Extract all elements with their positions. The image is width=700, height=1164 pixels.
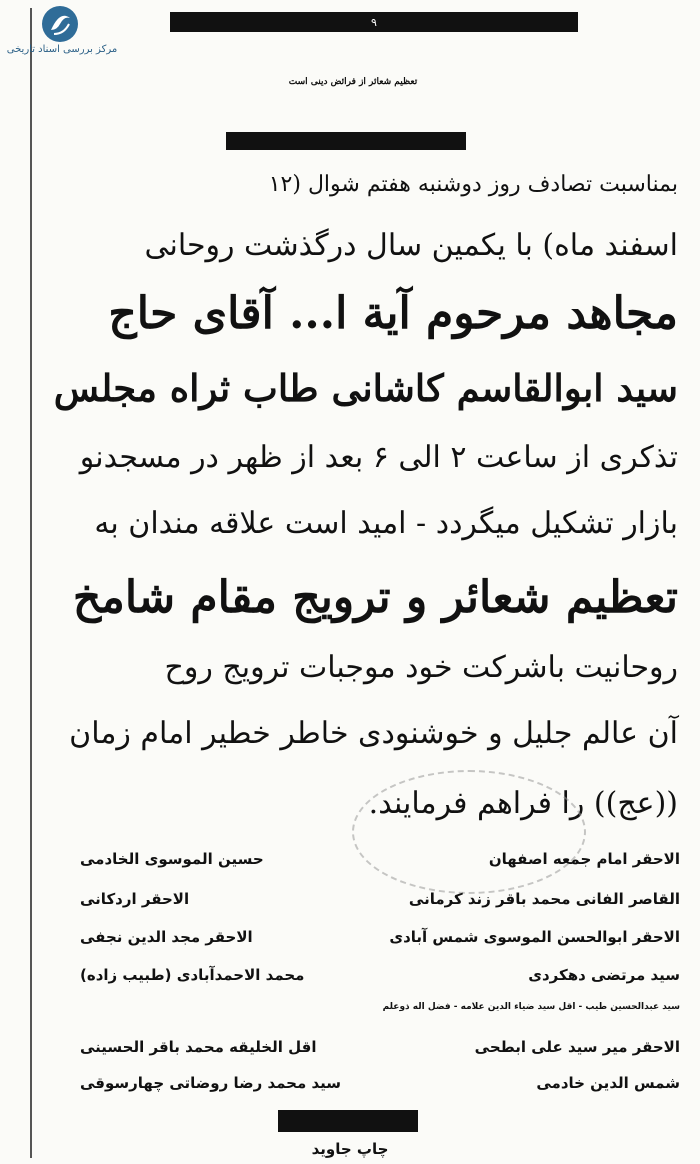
body-line: اسفند ماه) با یکمین سال درگذشت روحانی bbox=[144, 228, 678, 263]
body-line: بمناسبت تصادف روز دوشنبه هفتم شوال (۱۲ bbox=[268, 172, 678, 197]
signature: سید مرتضی دهکردی bbox=[528, 966, 680, 984]
signature: الاحقر امام جمعه اصفهان bbox=[488, 850, 680, 868]
body-line: تذکری از ساعت ۲ الی ۶ بعد از ظهر در مسجدنو bbox=[79, 440, 678, 475]
body-line: مجاهد مرحوم آیة ا... آقای حاج bbox=[108, 288, 678, 339]
signature-row bbox=[40, 1038, 680, 1064]
signature: القاصر الفانی محمد باقر زند کرمانی bbox=[408, 890, 680, 908]
body-line: بازار تشکیل میگردد - امید است علاقه مندان به bbox=[94, 506, 678, 541]
signature-row bbox=[40, 966, 680, 992]
signature-row bbox=[40, 850, 680, 876]
signature: سید محمد رضا روضاتی چهارسوقی bbox=[80, 1074, 342, 1092]
body-line: سید ابوالقاسم کاشانی طاب ثراه مجلس bbox=[53, 366, 678, 410]
signature-row bbox=[40, 1074, 680, 1100]
body-line: آن عالم جلیل و خوشنودی خاطر خطیر امام زمان bbox=[69, 716, 678, 751]
signature: الاحقر میر سید علی ابطحی bbox=[474, 1038, 680, 1056]
body-line: ((عج)) را فراهم فرمایند. bbox=[368, 786, 678, 821]
signature: الاحقر مجد الدین نجفی bbox=[80, 928, 253, 946]
signature: حسین الموسوی الخادمی bbox=[80, 850, 264, 868]
signature: اقل الخلیقه محمد باقر الحسینی bbox=[80, 1038, 317, 1056]
signature-row bbox=[40, 928, 680, 954]
headline: تعظیم شعائر از فرائض دینی است bbox=[288, 77, 418, 87]
body-line: روحانیت باشرکت خود موجبات ترویج روح bbox=[164, 650, 678, 685]
signature-row bbox=[40, 1002, 680, 1028]
archive-emblem-icon bbox=[40, 4, 80, 44]
printer-credit: چاپ جاوید bbox=[311, 1140, 389, 1158]
signature-row bbox=[40, 890, 680, 916]
signature: شمس الدین خادمی bbox=[536, 1074, 680, 1092]
footer-bar bbox=[278, 1110, 418, 1132]
header-mark: ۹ bbox=[371, 15, 377, 29]
header-bar bbox=[170, 12, 578, 32]
signature: الاحقر اردکانی bbox=[80, 890, 190, 908]
archive-logo-caption: مرکز بررسی اسناد تاریخی bbox=[6, 44, 118, 55]
divider-bar bbox=[226, 132, 466, 150]
body-line: تعظیم شعائر و ترویج مقام شامخ bbox=[72, 572, 678, 623]
signature: الاحقر ابوالحسن الموسوی شمس آبادی bbox=[389, 928, 680, 946]
signature: محمد الاحمدآبادی (طبیب زاده) bbox=[80, 966, 305, 984]
signature: سید عبدالحسین طیب - اقل سید ضیاء الدین علامه - فضل اله ذوعلم bbox=[382, 1002, 680, 1012]
